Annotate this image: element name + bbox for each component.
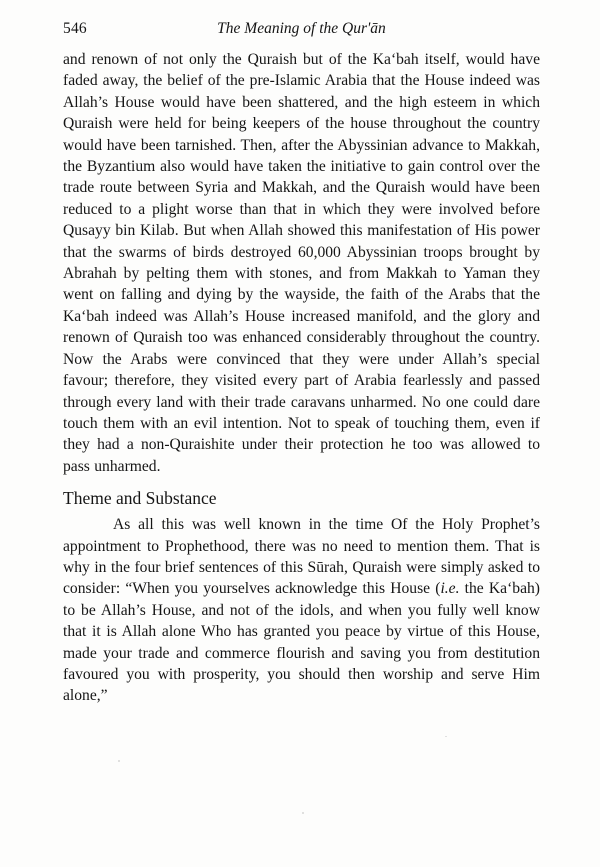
paragraph-theme xyxy=(63,514,540,707)
scan-speck xyxy=(118,760,120,762)
running-title: The Meaning of the Qur'ān xyxy=(217,20,386,37)
paragraph-theme-text-end: the Ka‘bah) to be Allah’s House, and not of the idols, and when you fully well know that it is Allah alone Who has granted you peace by virtue of this House, made your trade and commerce flourish and saving you from destitution favoured you with prosperity, you should then worship and serve Him alone,” xyxy=(63,580,540,705)
page-header xyxy=(63,20,540,44)
scan-speck xyxy=(302,812,304,814)
paragraph-theme-text-start: As all this was well known in the time Of the Holy Prophet’s appointment to Prophethood, there was no need to mention them. That is why in the four brief sentences of this Sūrah, Quraish were simply asked to consider: “When you yourselves acknowledge this House ( xyxy=(63,516,540,598)
page-number: 546 xyxy=(63,20,87,37)
paragraph-continuation: and renown of not only the Quraish but of the Ka‘bah itself, would have faded away, the belief of the pre-Islamic Arabia that the House indeed was Allah’s House would have been shattered, and the high esteem in which Quraish were held for being keepers of the house throughout the country would have been tarnished. Then, after the Abyssinian advance to Makkah, the Byzantium also would have taken the initiative to gain control over the trade route between Syria and Makkah, and the Quraish would have been reduced to a plight worse than that in which they were involved before Qusayy bin Kilab. But when Allah showed this manifestation of His power that the swarms of birds destroyed 60,000 Abyssinian troops brought by Abrahah by pelting them with stones, and from Makkah to Yaman they went on falling and dying by the wayside, the faith of the Arabs that the Ka‘bah indeed was Allah’s House increased manifold, and the glory and renown of Quraish too was enhanced considerably throughout the country. Now the Arabs were convinced that they were under Allah’s special favour; therefore, they visited every part of Arabia fearlessly and passed through every land with their trade caravans unharmed. No one could dare touch them with an evil intention. Not to speak of touching them, even if they had a non-Quraishite under their protection he too was allowed to pass unharmed. xyxy=(63,51,540,475)
page-body xyxy=(63,49,540,707)
section-heading: Theme and Substance xyxy=(63,488,217,509)
abbreviation-ie: i.e. xyxy=(440,580,460,598)
scan-speck xyxy=(445,736,447,737)
